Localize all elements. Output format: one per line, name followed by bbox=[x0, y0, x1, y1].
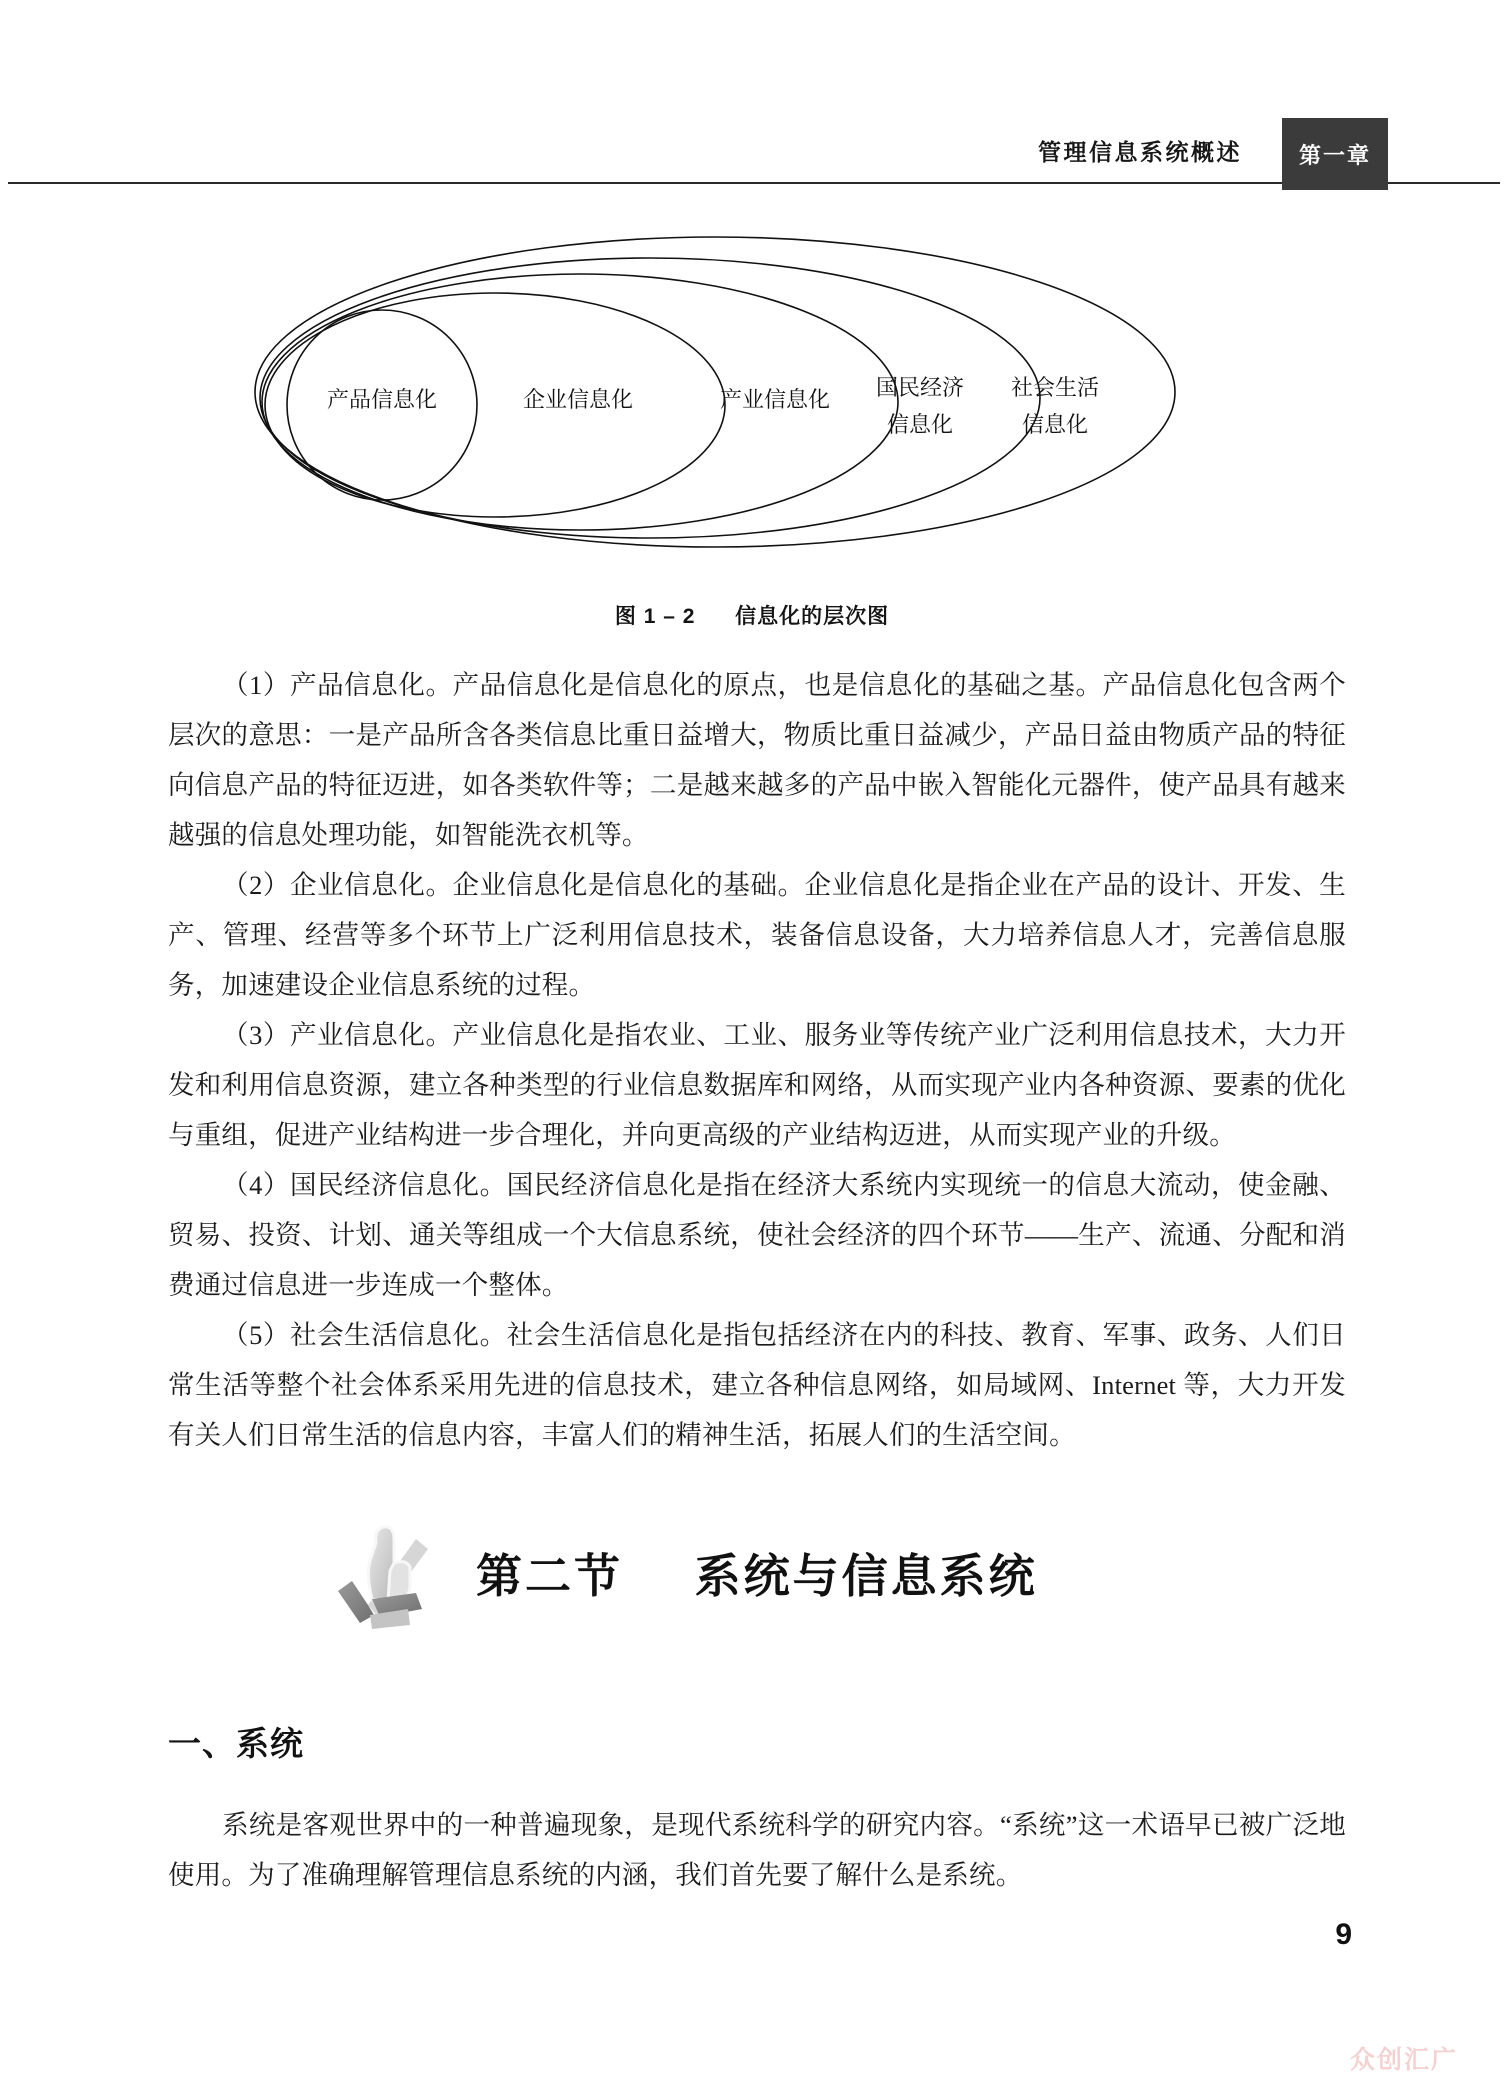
chapter-tag-label: 第一章 bbox=[1298, 142, 1371, 168]
paragraph-enterprise-informatization: （2）企业信息化。企业信息化是信息化的基础。企业信息化是指企业在产品的设计、开发、生产、管理、经营等多个环节上广泛利用信息技术，装备信息设备，大力培养信息人才，完善信息服务，加速建设企业信息系统的过程。 bbox=[168, 870, 1346, 1000]
ellipse-label-level4-line1: 国民经济 bbox=[875, 375, 965, 400]
figure-caption-number: 图 1 – 2 bbox=[614, 605, 696, 628]
ellipse-label-level2: 企业信息化 bbox=[522, 387, 634, 412]
ellipse-label-level5-line2: 信息化 bbox=[1021, 412, 1089, 437]
section-heading bbox=[0, 1488, 1504, 1658]
ellipse-label-level4-line2: 信息化 bbox=[886, 412, 954, 437]
paragraph-system-definition: 系统是客观世界中的一种普遍现象，是现代系统科学的研究内容。“系统”这一术语早已被广泛地使用。为了准确理解管理信息系统的内涵，我们首先要了解什么是系统。 bbox=[168, 1810, 1346, 1890]
ellipse-label-level1: 产品信息化 bbox=[326, 387, 438, 412]
ellipse-label-level3: 产业信息化 bbox=[719, 387, 831, 412]
subsection-heading: 一、系统 bbox=[168, 1725, 304, 1762]
section-number: 第二节 bbox=[476, 1550, 623, 1602]
ellipse-label-level5-line1: 社会生活 bbox=[1010, 375, 1100, 400]
paragraph-national-economy-informatization: （4）国民经济信息化。国民经济信息化是指在经济大系统内实现统一的信息大流动，使金融、贸易、投资、计划、通关等组成一个大信息系统，使社会经济的四个环节——生产、流通、分配和消费通过信息进一步连成一个整体。 bbox=[168, 1170, 1346, 1300]
nested-ellipse-diagram bbox=[150, 200, 1350, 620]
paragraph-product-informatization: （1）产品信息化。产品信息化是信息化的原点，也是信息化的基础之基。产品信息化包含两个层次的意思：一是产品所含各类信息比重日益增大，物质比重日益减少，产品日益由物质产品的特征向信息产品的特征迈进，如各类软件等；二是越来越多的产品中嵌入智能化元器件，使产品具有越来越强的信息处理功能，如智能洗衣机等。 bbox=[168, 670, 1346, 850]
header-divider-rule bbox=[8, 182, 1500, 184]
figure-caption bbox=[0, 600, 1504, 630]
paragraph-industry-informatization: （3）产业信息化。产业信息化是指农业、工业、服务业等传统产业广泛利用信息技术，大力开发和利用信息资源，建立各种类型的行业信息数据库和网络，从而实现产业内各种资源、要素的优化与重组，促进产业结构进一步合理化，并向更高级的产业结构迈进，从而实现产业的升级。 bbox=[168, 1020, 1346, 1150]
chapter-tag bbox=[1282, 118, 1388, 190]
paragraph-social-life-informatization: （5）社会生活信息化。社会生活信息化是指包括经济在内的科技、教育、军事、政务、人们日常生活等整个社会体系采用先进的信息技术，建立各种信息网络，如局域网、Internet 等，大力开发有关人们日常生活的信息内容，丰富人们的精神生活，拓展人们的生活空间。 bbox=[168, 1320, 1346, 1450]
header-title: 管理信息系统概述 bbox=[1038, 139, 1242, 165]
running-header bbox=[0, 128, 1504, 192]
section-heading-inner bbox=[330, 1488, 1038, 1658]
figure-1-2 bbox=[150, 200, 1350, 620]
watermark: 众创汇广 bbox=[1349, 2046, 1458, 2074]
body-text-column bbox=[168, 660, 1346, 1460]
figure-caption-text: 信息化的层次图 bbox=[735, 605, 890, 628]
page-number: 9 bbox=[1335, 1918, 1352, 1951]
section-title-text: 系统与信息系统 bbox=[694, 1550, 1038, 1602]
subsection-text-column bbox=[168, 1800, 1346, 1900]
section-title-group bbox=[476, 1540, 1038, 1606]
pointing-hand-check-icon bbox=[330, 1513, 442, 1633]
